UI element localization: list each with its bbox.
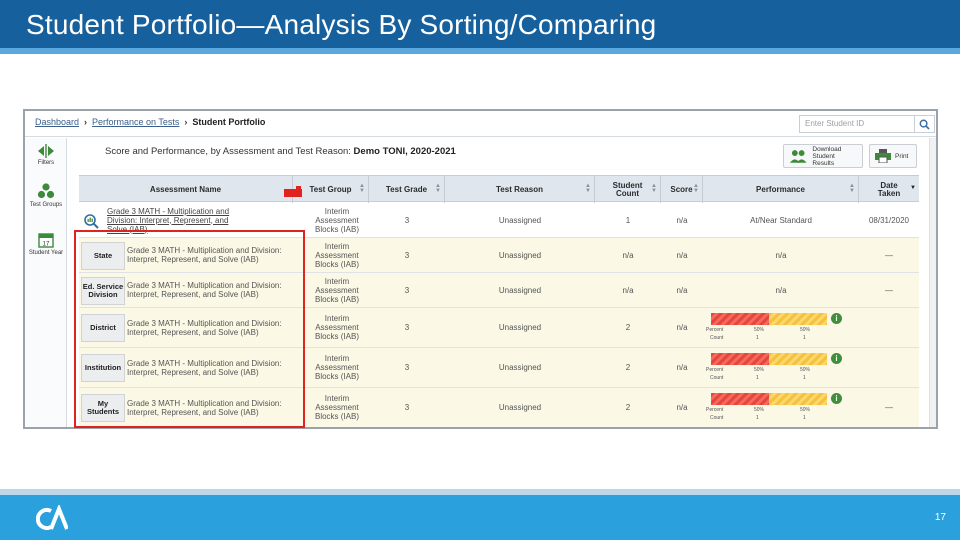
test-group-cell: Interim Assessment Blocks (IAB) [314, 314, 359, 341]
sort-icon: ▲ ▼ [693, 183, 699, 194]
test-reason-cell: Unassigned [498, 363, 542, 372]
count-value-2: 1 [803, 415, 806, 421]
red-arrow-indicator [284, 186, 304, 200]
search-button[interactable] [915, 115, 935, 133]
near-standard-segment [769, 313, 827, 325]
test-group-cell: Interim Assessment Blocks (IAB) [314, 394, 359, 421]
count-value-1: 1 [756, 375, 759, 381]
download-users-icon [789, 148, 808, 164]
test-grade-cell: 3 [404, 285, 410, 295]
count-value-1: 1 [756, 335, 759, 341]
col-test-grade[interactable] [369, 176, 445, 203]
sort-icon: ▲ ▼ [849, 183, 855, 194]
percent-label: Percent [706, 407, 724, 413]
near-standard-segment [769, 393, 827, 405]
report-title-prefix: Score and Performance, by Assessment and Test Reason: [105, 146, 351, 157]
col-test-grade-label: Test Grade [385, 184, 428, 194]
nav-filters-label: Filters [37, 160, 55, 166]
count-label: Count [710, 415, 724, 421]
table-header [79, 175, 919, 202]
page-number: 17 [934, 512, 946, 523]
student-id-search-input[interactable]: Enter Student ID [799, 115, 915, 133]
percent-value-2: 50% [800, 327, 811, 333]
report-title [105, 146, 456, 157]
comparison-group-label: District [81, 314, 125, 342]
below-standard-segment [711, 353, 769, 365]
col-date-taken[interactable] [859, 176, 919, 203]
col-assessment-name-label: Assessment Name [149, 184, 222, 194]
below-standard-segment [711, 393, 769, 405]
nav-test-groups[interactable] [25, 182, 67, 209]
nav-student-year[interactable] [25, 232, 67, 257]
percent-value-2: 50% [800, 367, 811, 373]
performance-bar [711, 393, 827, 405]
left-nav [25, 138, 67, 429]
sort-icon: ▲ ▼ [585, 183, 591, 194]
comparison-highlight-box [74, 230, 305, 428]
col-test-reason-label: Test Reason [496, 184, 543, 194]
sort-icon: ▲ ▼ [359, 183, 365, 194]
info-icon[interactable]: i [831, 393, 842, 404]
calendar-badge: 17 [42, 241, 50, 248]
breadcrumb [35, 117, 265, 127]
filters-icon [37, 144, 55, 158]
student-count-cell: n/a [622, 285, 634, 295]
assessment-name: Grade 3 MATH - Multiplication and Division: Interpret, Represent, and Solve (IAB) [127, 398, 282, 417]
student-count-cell: 2 [625, 323, 631, 332]
percent-label: Percent [706, 367, 724, 373]
count-value-1: 1 [756, 415, 759, 421]
score-cell: n/a [676, 285, 688, 295]
col-score[interactable] [661, 176, 703, 203]
date-taken-cell: — [885, 250, 893, 260]
breadcrumb-dashboard[interactable]: Dashboard [35, 117, 80, 127]
breadcrumb-student-portfolio: Student Portfolio [192, 117, 266, 127]
test-reason-cell: Unassigned [498, 250, 542, 260]
date-taken-cell [859, 308, 919, 347]
performance-bar [711, 353, 827, 365]
assessment-name: Grade 3 MATH - Multiplication and Division: Interpret, Represent, and Solve (IAB) [127, 246, 282, 264]
performance-cell: n/a [775, 285, 787, 295]
print-button[interactable] [869, 144, 917, 168]
comparison-group-label: State [81, 242, 125, 270]
download-label-line-1: Download [812, 145, 842, 153]
score-cell: n/a [676, 250, 688, 260]
test-group-report-icon[interactable] [83, 213, 101, 229]
download-button-text [812, 146, 857, 167]
breadcrumb-separator: › [84, 117, 88, 127]
assessment-name: Grade 3 MATH - Multiplication and Division: Interpret, Represent, and Solve (IAB) [107, 206, 230, 234]
performance-bar [711, 313, 827, 325]
comparison-group-label: Ed. Service Division [81, 277, 125, 305]
test-grade-cell: 3 [404, 363, 410, 372]
test-group-cell: Interim Assessment Blocks (IAB) [314, 354, 359, 381]
count-value-2: 1 [803, 375, 806, 381]
search-icon [919, 119, 930, 130]
ca-logo-icon [36, 505, 68, 533]
score-cell: n/a [676, 215, 688, 225]
date-taken-cell [859, 348, 919, 387]
nav-filters[interactable] [25, 144, 67, 167]
nav-student-year-label: Student Year [28, 250, 64, 256]
col-date-taken-label: Date Taken [877, 180, 901, 198]
score-cell: n/a [676, 363, 688, 372]
test-reason-cell: Unassigned [498, 323, 542, 332]
date-taken-cell: — [885, 285, 893, 295]
calendar-icon [38, 232, 54, 248]
info-icon[interactable]: i [831, 313, 842, 324]
col-assessment-name[interactable] [79, 176, 293, 203]
performance-cell: At/Near Standard [750, 215, 812, 225]
count-label: Count [710, 375, 724, 381]
test-groups-icon [37, 182, 55, 200]
assessment-name: Grade 3 MATH - Multiplication and Division: Interpret, Represent, and Solve (IAB) [127, 358, 282, 377]
score-cell: n/a [676, 323, 688, 332]
student-count-cell: 1 [625, 215, 631, 225]
col-test-reason[interactable] [445, 176, 595, 203]
percent-label: Percent [706, 327, 724, 333]
download-label-line-2: Student Results [812, 152, 835, 167]
below-standard-segment [711, 313, 769, 325]
footer-bar [0, 495, 960, 540]
slide-title: Student Portfolio—Analysis By Sorting/Comparing [26, 9, 657, 40]
percent-value-1: 50% [754, 407, 765, 413]
test-reason-cell: Unassigned [498, 285, 542, 295]
assessment-name: Grade 3 MATH - Multiplication and Division: Interpret, Represent, and Solve (IAB) [127, 281, 282, 299]
test-reason-cell: Unassigned [498, 403, 542, 412]
test-grade-cell: 3 [404, 403, 410, 412]
comparison-group-label: My Students [81, 394, 125, 422]
breadcrumb-separator: › [184, 117, 188, 127]
percent-value-1: 50% [754, 367, 765, 373]
col-student-count[interactable] [595, 176, 661, 203]
test-grade-cell: 3 [404, 323, 410, 332]
count-label: Count [710, 335, 724, 341]
score-cell: n/a [676, 403, 688, 412]
student-count-cell: 2 [625, 363, 631, 372]
student-count-cell: n/a [622, 250, 634, 260]
test-group-cell: Interim Assessment Blocks (IAB) [314, 241, 359, 269]
breadcrumb-performance-on-tests[interactable]: Performance on Tests [92, 117, 180, 127]
near-standard-segment [769, 353, 827, 365]
test-group-cell: Interim Assessment Blocks (IAB) [314, 276, 359, 304]
sort-icon: ▲ ▼ [435, 183, 441, 194]
col-student-count-label: Student Count [612, 180, 643, 198]
percent-value-2: 50% [800, 407, 811, 413]
info-icon[interactable]: i [831, 353, 842, 364]
download-student-results-button[interactable] [783, 144, 863, 168]
date-taken-cell: — [885, 403, 893, 412]
date-taken-cell: 08/31/2020 [868, 215, 910, 225]
performance-cell: n/a [775, 250, 787, 260]
student-count-cell: 2 [625, 403, 631, 412]
print-icon [875, 149, 891, 163]
app-topbar [25, 111, 936, 137]
test-grade-cell: 3 [404, 215, 410, 225]
col-performance[interactable] [703, 176, 859, 203]
assessment-name: Grade 3 MATH - Multiplication and Division: Interpret, Represent, and Solve (IAB) [127, 318, 282, 337]
col-test-group-label: Test Group [309, 184, 352, 194]
sort-icon: ▲ ▼ [651, 183, 657, 194]
report-title-student: Demo TONI, 2020-2021 [353, 146, 456, 157]
percent-value-1: 50% [754, 327, 765, 333]
test-grade-cell: 3 [404, 250, 410, 260]
count-value-2: 1 [803, 335, 806, 341]
vertical-scrollbar[interactable] [929, 138, 936, 429]
col-test-group[interactable] [293, 176, 369, 203]
test-group-cell: Interim Assessment Blocks (IAB) [314, 206, 359, 234]
header-accent [0, 48, 960, 54]
comparison-group-label: Institution [81, 354, 125, 382]
test-reason-cell: Unassigned [498, 215, 542, 225]
sort-desc-icon: ▼ [910, 185, 916, 191]
print-label: Print [895, 152, 909, 160]
nav-test-groups-label: Test Groups [29, 202, 63, 208]
col-performance-label: Performance [756, 184, 805, 194]
col-score-label: Score [670, 184, 693, 194]
